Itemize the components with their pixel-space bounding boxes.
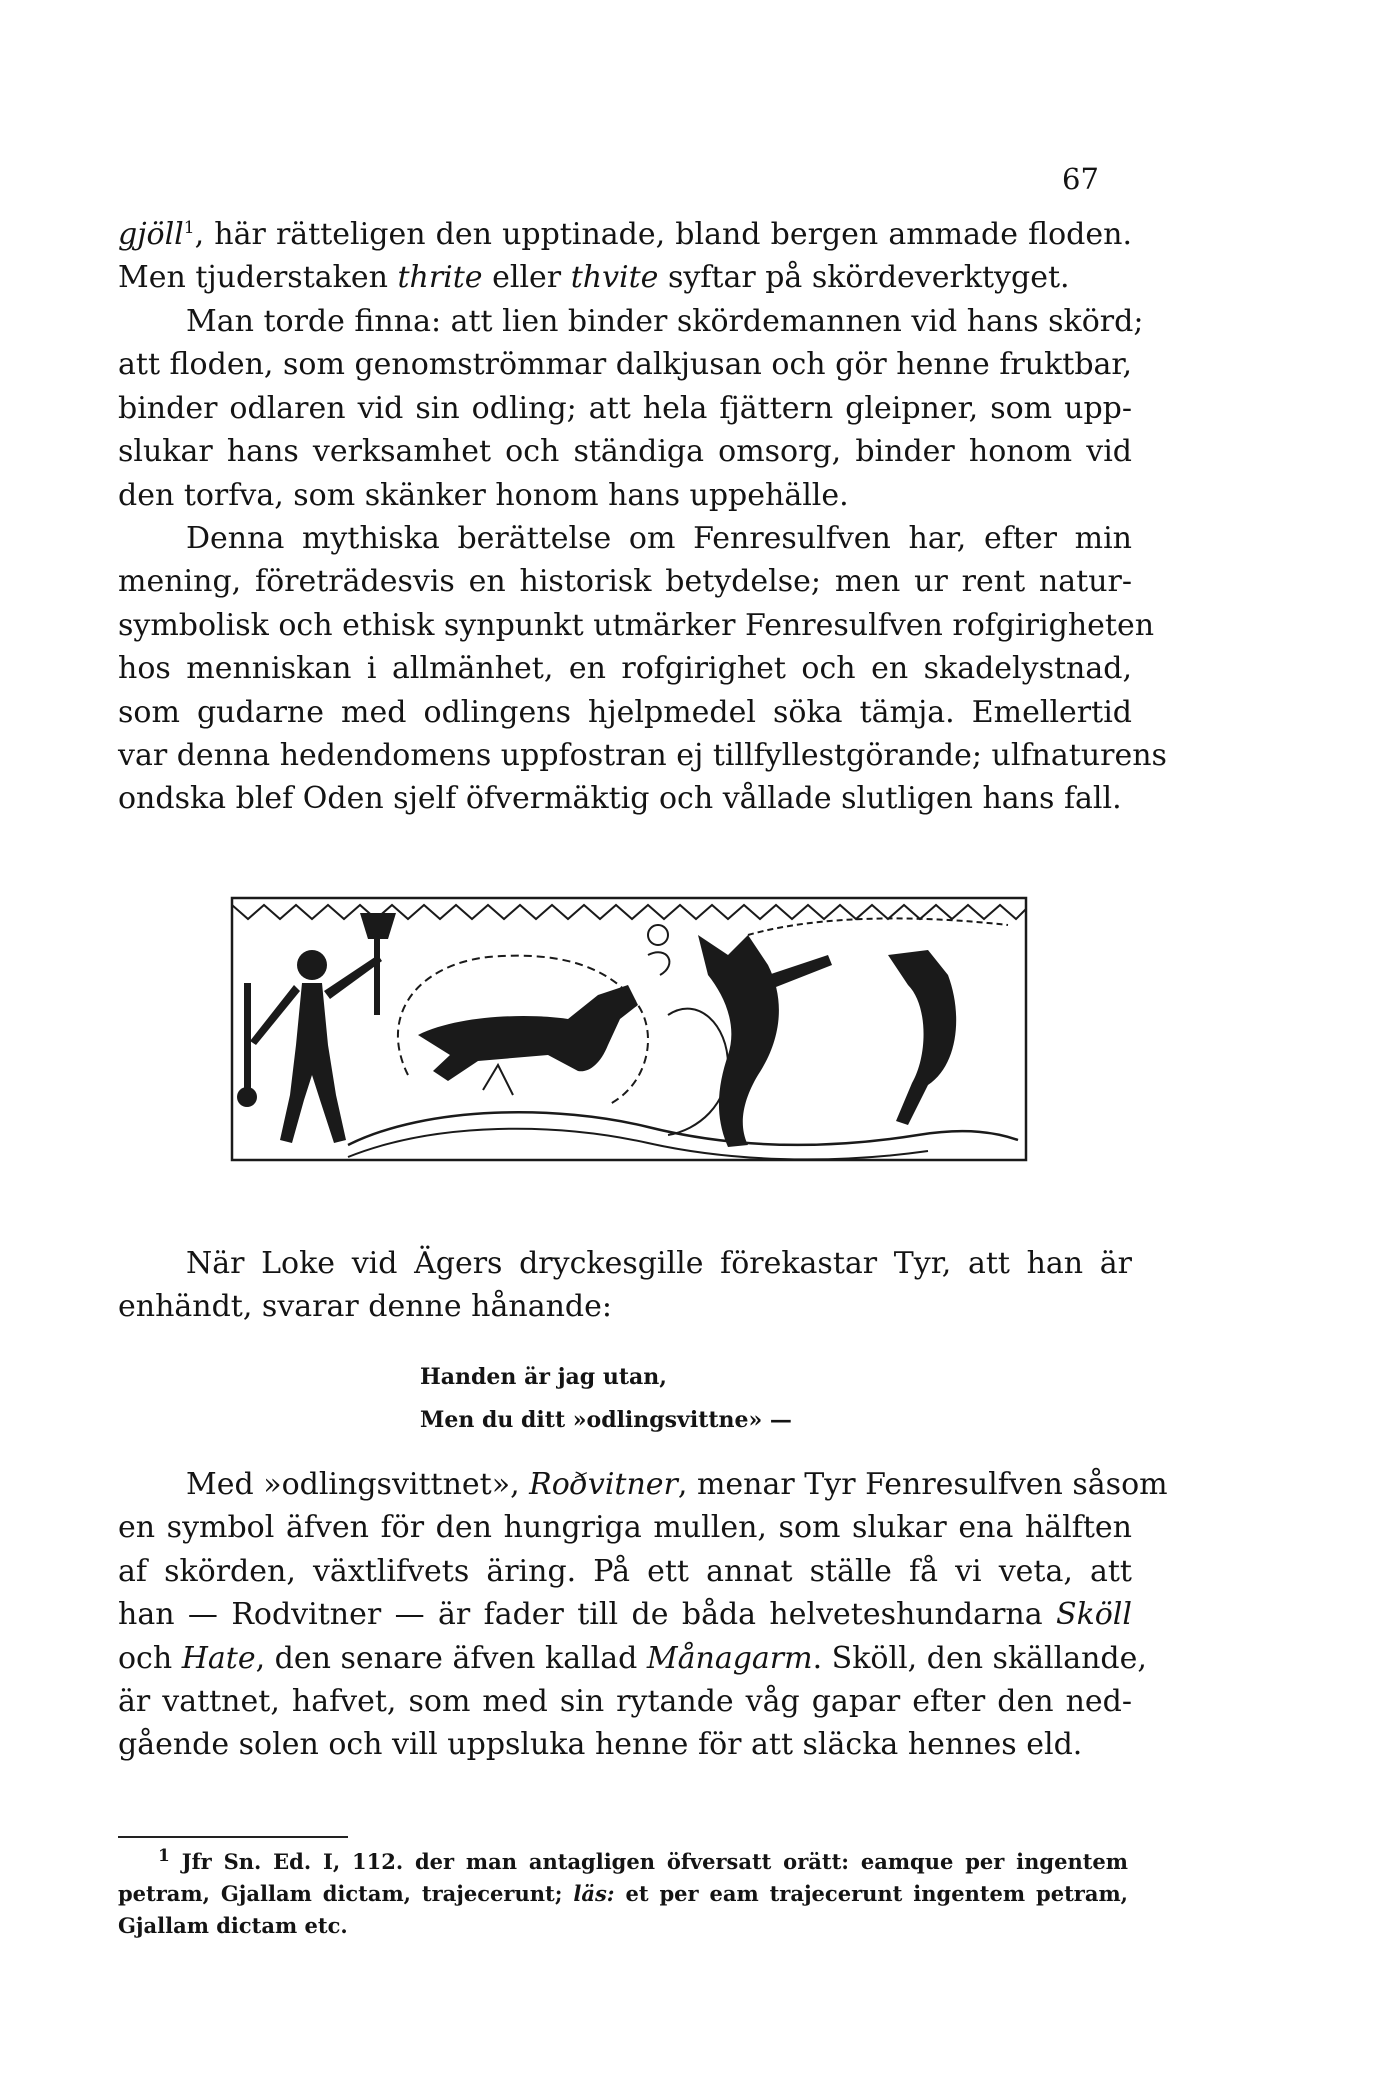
text-line [118,213,1132,256]
footnote [118,1846,1128,1942]
text-run: , den senare äfven kallad [255,1640,647,1676]
text-run: han — Rodvitner — är fader till de båda helveteshundarna [118,1597,1057,1633]
italic-term: Månagarm [646,1640,813,1676]
text-line: den torfva, som skänker honom hans uppehälle. [118,477,849,513]
text-run: Jfr Sn. Ed. I, 112. der man antagligen öfversatt orätt: eamque per ingentem [169,1849,1128,1874]
text-line [118,1637,1147,1680]
text-line: hos menniskan i allmänhet, en rofgirighet och en skadelystnad, [118,651,1132,687]
italic-term: thvite [570,260,659,296]
text-line: en symbol äfven för den hungriga mullen, som slukar ena hälften [118,1510,1132,1546]
text-line [118,1593,1132,1636]
text-run: , här rätteligen den upptinade, bland bergen ammade floden. [194,217,1132,252]
text-line: var denna hedendomens uppfostran ej tillfyllestgörande; ulfnaturens [118,738,1167,774]
verse-line: Men du ditt »odlingsvittne» — [420,1407,792,1433]
text-line: Denna mythiska berättelse om Fenresulfven har, efter min [186,521,1132,556]
text-line: enhändt, svarar denne hånande: [118,1289,612,1325]
text-line [118,256,1132,299]
verse-line: Handen är jag utan, [420,1364,667,1390]
text-run: syftar på skördeverktyget. [658,260,1070,296]
text-line [118,1878,1128,1910]
text-run: et per eam trajecerunt ingentem petram, [614,1881,1128,1906]
paragraph [118,1463,1168,1767]
text-run: . Sköll, den skällande, [812,1640,1147,1676]
text-line: symbolisk och ethisk synpunkt utmärker Fenresulfven rofgirigheten [118,607,1155,643]
italic-term: Hate [181,1640,256,1676]
footnote-marker: 1 [158,1846,170,1866]
text-line: Gjallam dictam etc. [118,1913,348,1938]
italic-term: thrite [397,260,483,296]
text-line: ondska blef Oden sjelf öfvermäktig och vållade slutligen hans fall. [118,781,1122,817]
italic-term: Roðvitner [529,1467,678,1502]
page-number: 67 [1062,162,1099,196]
text-run: Men tjuderstaken [118,260,398,296]
text-run: eller [482,260,571,296]
text-run: , menar Tyr Fenresulfven såsom [677,1467,1168,1502]
verse-quotation [420,1356,792,1442]
italic-term: Sköll [1056,1597,1132,1633]
text-line [118,1846,1128,1878]
footnote-rule [118,1836,348,1838]
text-line: gående solen och vill uppsluka henne för att släcka hennes eld. [118,1727,1083,1763]
text-line: Man torde finna: att lien binder skördemannen vid hans skörd; [186,304,1144,339]
paragraph [118,517,1167,821]
text-line: är vattnet, hafvet, som med sin rytande våg gapar efter den ned- [118,1684,1132,1720]
text-line [118,1463,1168,1506]
text-line: mening, företrädesvis en historisk betydelse; men ur rent natur- [118,564,1132,600]
text-line: slukar hans verksamhet och ständiga omsorg, binder honom vid [118,434,1132,470]
text-line: att floden, som genomströmmar dalkjusan och gör henne fruktbar, [118,347,1132,383]
carved-frieze-illustration [228,895,1030,1200]
text-line: binder odlaren vid sin odling; att hela fjättern gleipner, som upp- [118,390,1132,426]
text-line: som gudarne med odlingens hjelpmedel söka tämja. Emellertid [118,694,1132,730]
text-run: och [118,1640,182,1676]
footnote-ref: 1 [183,218,195,238]
paragraph [118,300,1144,517]
text-run: petram, Gjallam dictam, trajecerunt; [118,1881,574,1906]
text-line: af skörden, växtlifvets äring. På ett annat ställe få vi veta, att [118,1553,1132,1589]
paragraph-continuation [118,213,1132,300]
italic-term: gjöll [118,217,184,252]
text-run: Med »odlingsvittnet», [186,1467,530,1502]
italic-term: läs: [573,1881,615,1906]
text-line: När Loke vid Ägers dryckesgille förekastar Tyr, att han är [186,1246,1132,1281]
paragraph [118,1242,1132,1329]
